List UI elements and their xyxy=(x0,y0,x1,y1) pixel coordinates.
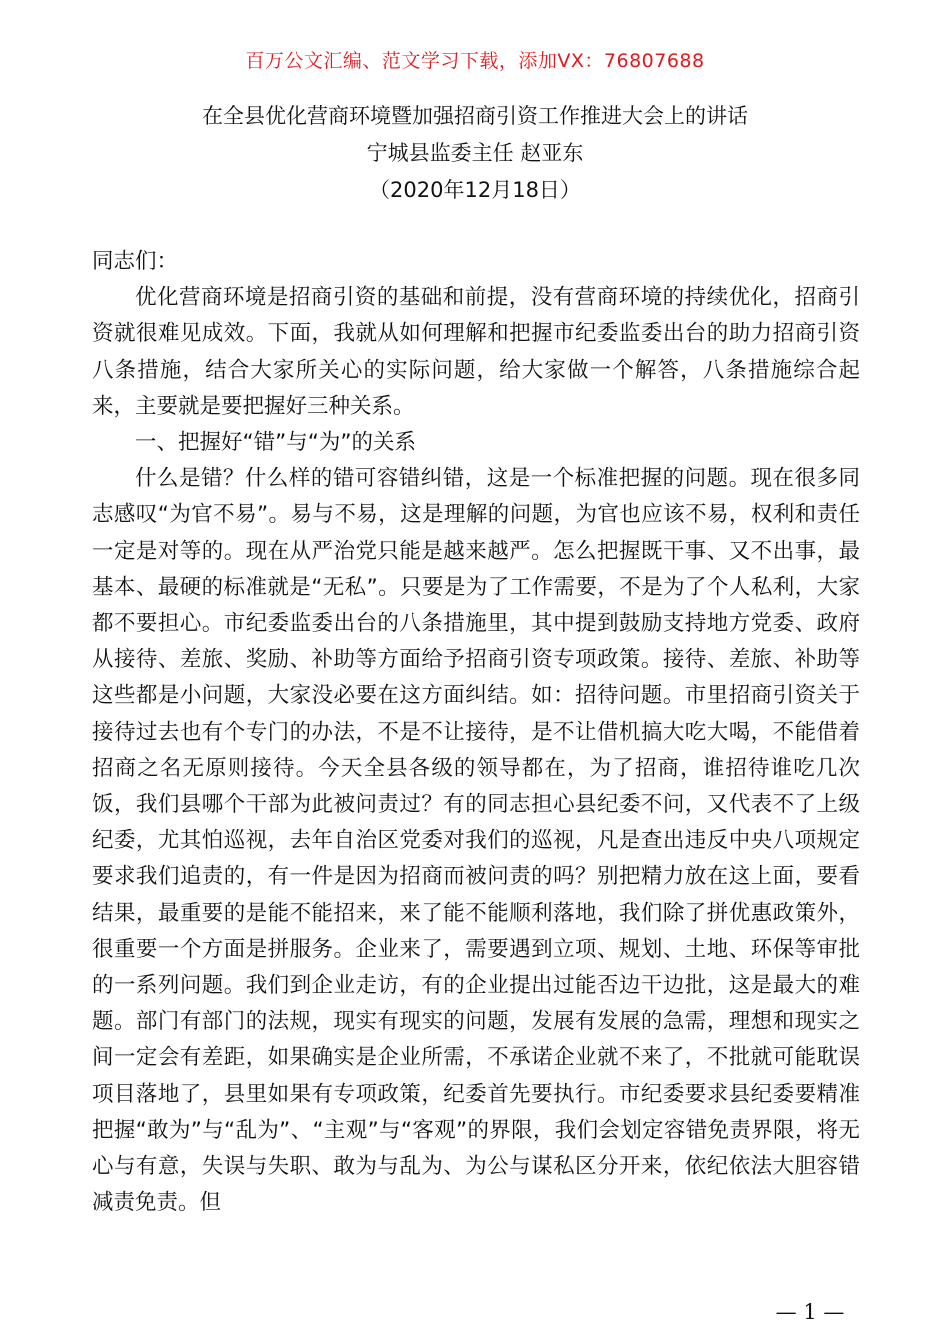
body-paragraph: 优化营商环境是招商引资的基础和前提，没有营商环境的持续优化，招商引资就很难见成效。下面，我就从如何理解和把握市纪委监委出台的助力招商引资八条措施，结合大家所关心的实际问题，给大家做一个解答，八条措施综合起来，主要就是要把握好三种关系。 xyxy=(92,285,860,419)
header-banner: 百万公文汇编、范文学习下载，添加VX：76807688 xyxy=(245,50,705,72)
title-block xyxy=(0,98,950,209)
section-heading: 一、把握好“错”与“为”的关系 xyxy=(135,430,417,456)
document-date: （2020年12月18日） xyxy=(369,178,581,202)
document-body xyxy=(92,244,860,1221)
body-paragraph: 什么是错？什么样的错可容错纠错，这是一个标准把握的问题。现在很多同志感叹“为官不易”。易与不易，这是理解的问题，为官也应该不易，权利和责任一定是对等的。现在从严治党只能是越来越严。怎么把握既干事、又不出事，最基本、最硬的标准就是“无私”。只要是为了工作需要，不是为了个人私利，大家都不要担心。市纪委监委出台的八条措施里，其中提到鼓励支持地方党委、政府从接待、差旅、奖励、补助等方面给予招商引资专项政策。接待、差旅、补助等这些都是小问题，大家没必要在这方面纠结。如：招待问题。市里招商引资关于接待过去也有个专门的办法，不是不让接待，是不让借机搞大吃大喝，不能借着招商之名无原则接待。今天全县各级的领导都在，为了招商，谁招待谁吃几次饭，我们县哪个干部为此被问责过？有的同志担心县纪委不问，又代表不了上级纪委，尤其怕巡视，去年自治区党委对我们的巡视，凡是查出违反中央八项规定要求我们追责的，有一件是因为招商而被问责的吗？别把精力放在这上面，要看结果，最重要的是能不能招来，来了能不能顺利落地，我们除了拼优惠政策外，很重要一个方面是拼服务。企业来了，需要遇到立项、规划、土地、环保等审批的一系列问题。我们到企业走访，有的企业提出过能否边干边批，这是最大的难题。部门有部门的法规，现实有现实的问题，发展有发展的急需，理想和现实之间一定会有差距，如果确实是企业所需，不承诺企业就不来了，不批就可能耽误项目落地了，县里如果有专项政策，纪委首先要执行。市纪委要求县纪委要精准把握“敢为”与“乱为”、“主观”与“客观”的界限，我们会划定容错免责界限，将无心与有意，失误与失职、敢为与乱为、为公与谋私区分开来，依纪依法大胆容错减责免责。但 xyxy=(92,466,860,1216)
salutation: 同志们： xyxy=(92,249,179,274)
page-number: — 1 — xyxy=(775,1300,845,1324)
document-author: 宁城县监委主任 赵亚东 xyxy=(366,141,584,165)
document-title: 在全县优化营商环境暨加强招商引资工作推进大会上的讲话 xyxy=(202,104,748,128)
